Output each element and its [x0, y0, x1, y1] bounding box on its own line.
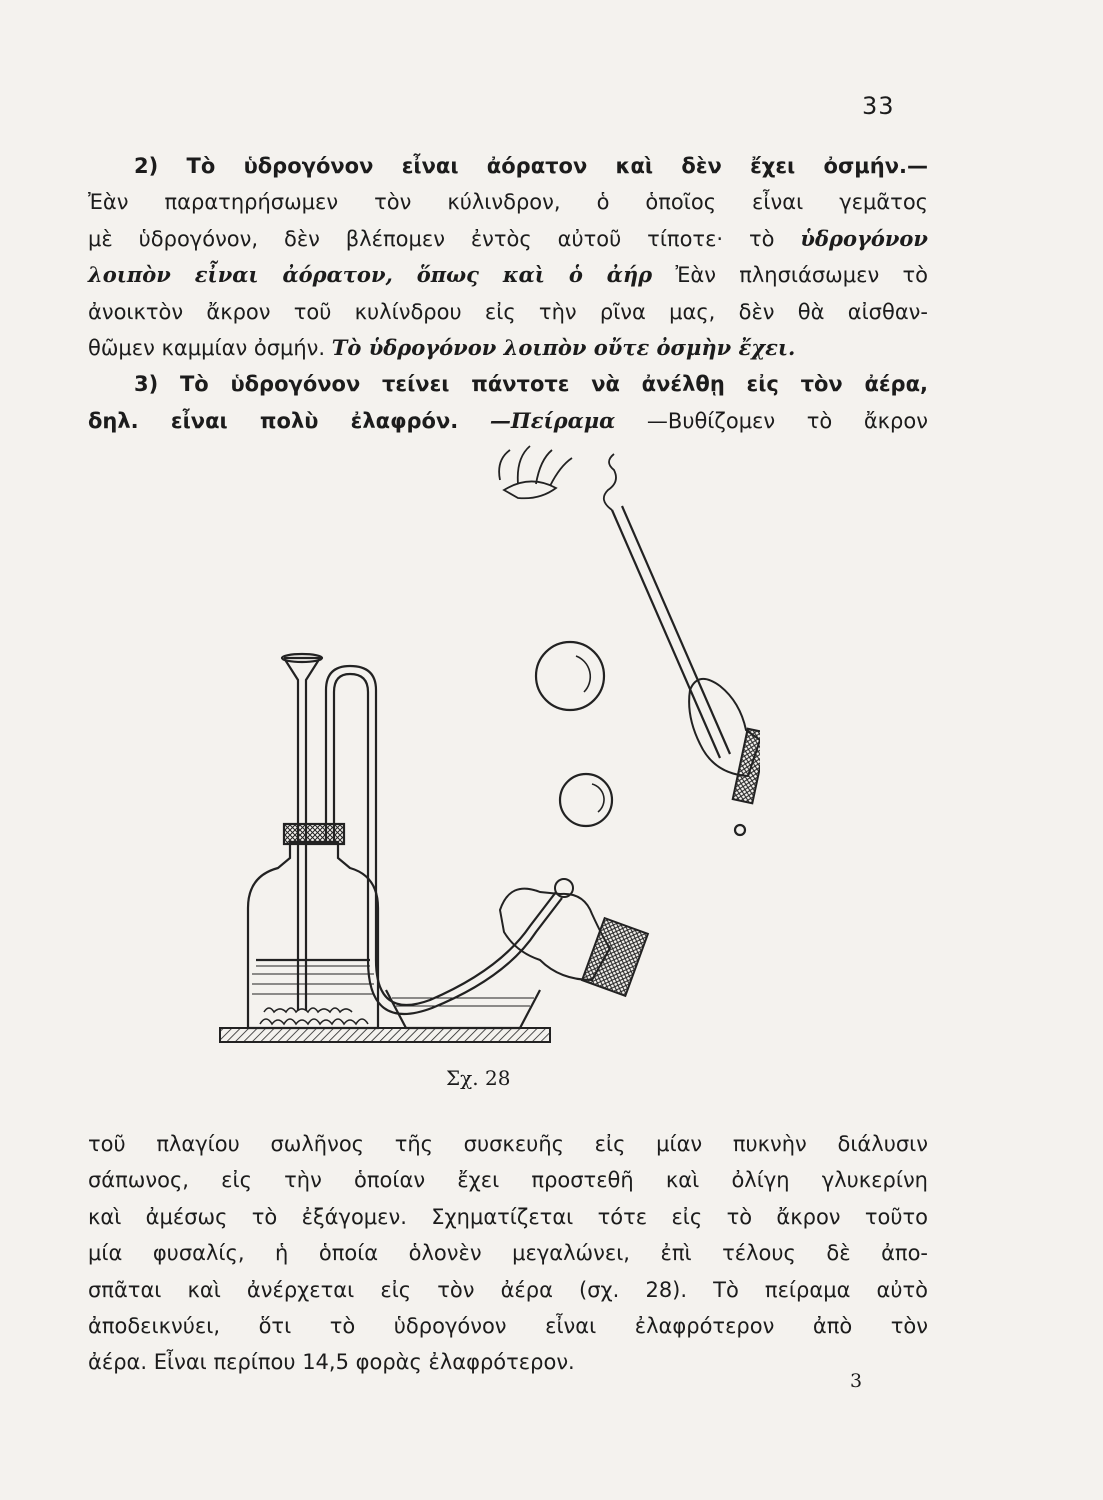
paragraph-3-line-segment: —Βυθίζομεν τὸ ἄκρον [646, 408, 928, 433]
figure-caption: Σχ. 28 [446, 1066, 511, 1090]
gas-bottle [248, 824, 378, 1028]
paragraph-2-line-segment: μὲ ὑδρογόνον, δὲν βλέπομεν ἐντὸς αὐτοῦ τίποτε· τὸ [88, 226, 775, 251]
continuation-line: σάπωνος, εἰς τὴν ὁποίαν ἔχει προστεθῆ καὶ ὀλίγη γλυκερίνη [88, 1168, 928, 1193]
paragraph-3-bold-segment: δηλ. εἶναι πολὺ ἐλαφρόν. [88, 408, 459, 433]
bubble-large [536, 642, 604, 710]
delivery-tube [326, 666, 562, 1014]
liquid-lines [252, 974, 374, 994]
paragraph-3-line [88, 403, 928, 439]
page-number: 33 [862, 92, 895, 120]
signature-mark: 3 [850, 1370, 863, 1392]
lower-text-block [88, 1126, 928, 1381]
flame-spiral [499, 446, 616, 510]
base-plate [220, 1028, 550, 1042]
paragraph-2-line [88, 257, 928, 293]
paragraph-2-emphasis: λοιπὸν εἶναι ἀόρατον, ὅπως καὶ ὁ ἀήρ [88, 262, 653, 288]
paragraph-2-line-segment: Ἐὰν πλησιάσωμεν τὸ [675, 263, 928, 288]
continuation-line: ἀποδεικνύει, ὅτι τὸ ὑδρογόνον εἶναι ἐλαφρότερον ἀπὸ τὸν [88, 1314, 928, 1339]
paragraph-2-line [88, 330, 928, 366]
bubble-tiny [735, 825, 745, 835]
continuation-line: καὶ ἀμέσως τὸ ἐξάγομεν. Σχηματίζεται τότε εἰς τὸ ἄκρον τοῦτο [88, 1204, 928, 1229]
paragraph-2-heading: 2) Τὸ ὑδρογόνον εἶναι ἀόρατον καὶ δὲν ἔχει ὀσμήν.— [134, 154, 928, 178]
paragraph-3-heading: 3) Τὸ ὑδρογόνον τείνει πάντοτε νὰ ἀνέλθῃ εἰς τὸν ἀέρα, [134, 372, 928, 397]
continuation-line: μία φυσαλίς, ἡ ὁποία ὁλονὲν μεγαλώνει, ἐπὶ τέλους δὲ ἀπο- [88, 1241, 928, 1266]
paragraph-2-line-segment: θῶμεν καμμίαν ὀσμήν. [88, 336, 326, 361]
paragraph-2-line: Ἐὰν παρατηρήσωμεν τὸν κύλινδρον, ὁ ὁποῖος εἶναι γεμᾶτος [88, 190, 928, 215]
upper-text-block [88, 148, 928, 439]
paragraph-2-emphasis: Τὸ ὑδρογόνον λοιπὸν οὔτε ὀσμὴν ἔχει. [331, 335, 796, 361]
continuation-line: τοῦ πλαγίου σωλῆνος τῆς συσκευῆς εἰς μίαν πυκνὴν διάλυσιν [88, 1132, 928, 1156]
continuation-line: σπᾶται καὶ ἀνέρχεται εἰς τὸν ἀέρα (σχ. 28). Τὸ πείραμα αὐτὸ [88, 1277, 928, 1302]
paragraph-2-emphasis: ὑδρογόνον [800, 225, 928, 251]
soap-dish [386, 990, 540, 1028]
apparatus-drawing [200, 440, 760, 1060]
paragraph-3-experiment-label: —Πείραμα [489, 407, 616, 433]
paragraph-2-line: ἀνοικτὸν ἄκρον τοῦ κυλίνδρου εἰς τὴν ρῖνα μας, δὲν θὰ αἰσθαν- [88, 299, 928, 324]
soap-bubbles [536, 642, 745, 835]
continuation-line: ἀέρα. Εἶναι περίπου 14,5 φορὰς ἐλαφρότερον. [88, 1350, 575, 1375]
paragraph-2-line [88, 221, 928, 257]
rising-tube [612, 506, 730, 910]
figure-28-illustration [200, 440, 760, 1060]
zinc-granules [260, 1008, 368, 1024]
